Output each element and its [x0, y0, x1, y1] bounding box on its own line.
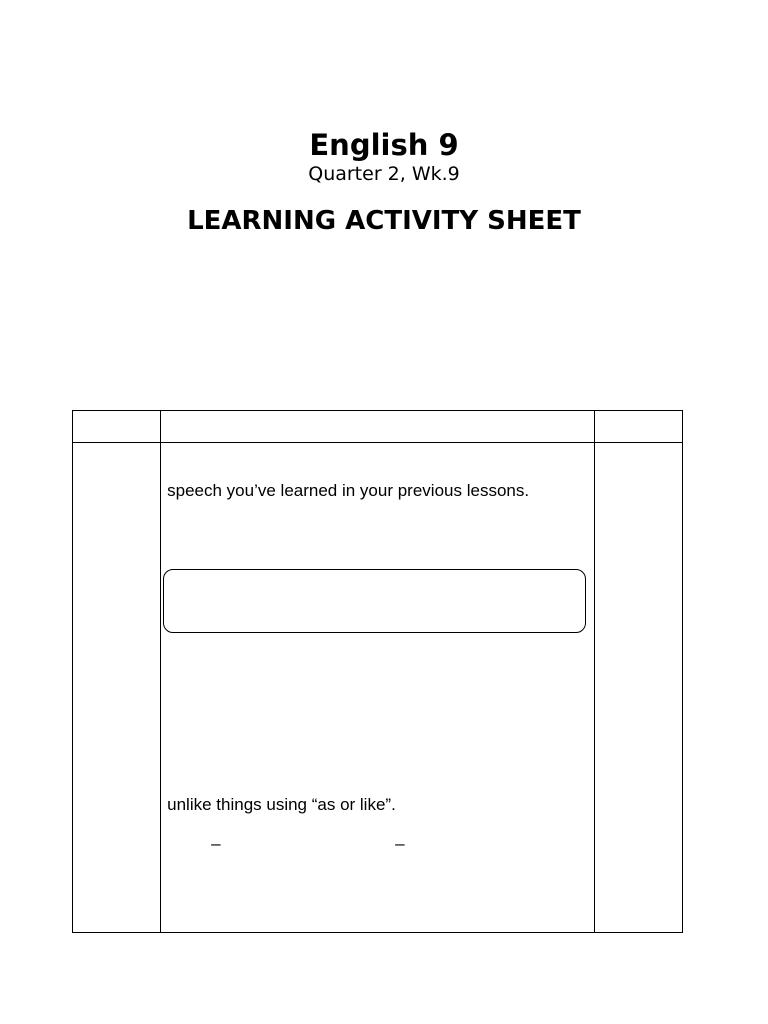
document-title: English 9: [309, 128, 459, 162]
header-cell-left: [73, 411, 161, 443]
definition-text: unlike things using “as or like”.: [167, 795, 396, 814]
rounded-text-box: [163, 569, 586, 633]
dash-mark: –: [395, 834, 405, 853]
instruction-text: speech you’ve learned in your previous lessons.: [167, 481, 530, 500]
header-cell-middle: [161, 411, 595, 443]
body-cell-middle: [161, 443, 595, 933]
table-header-row: [73, 411, 683, 443]
document-subtitle: Quarter 2, Wk.9: [308, 163, 460, 185]
table-body-row: [73, 443, 683, 933]
body-cell-left: [73, 443, 161, 933]
sheet-heading: LEARNING ACTIVITY SHEET: [187, 206, 581, 236]
header-cell-right: [594, 411, 682, 443]
body-cell-right: [594, 443, 682, 933]
activity-table: [72, 410, 683, 933]
dash-mark: –: [211, 834, 221, 853]
